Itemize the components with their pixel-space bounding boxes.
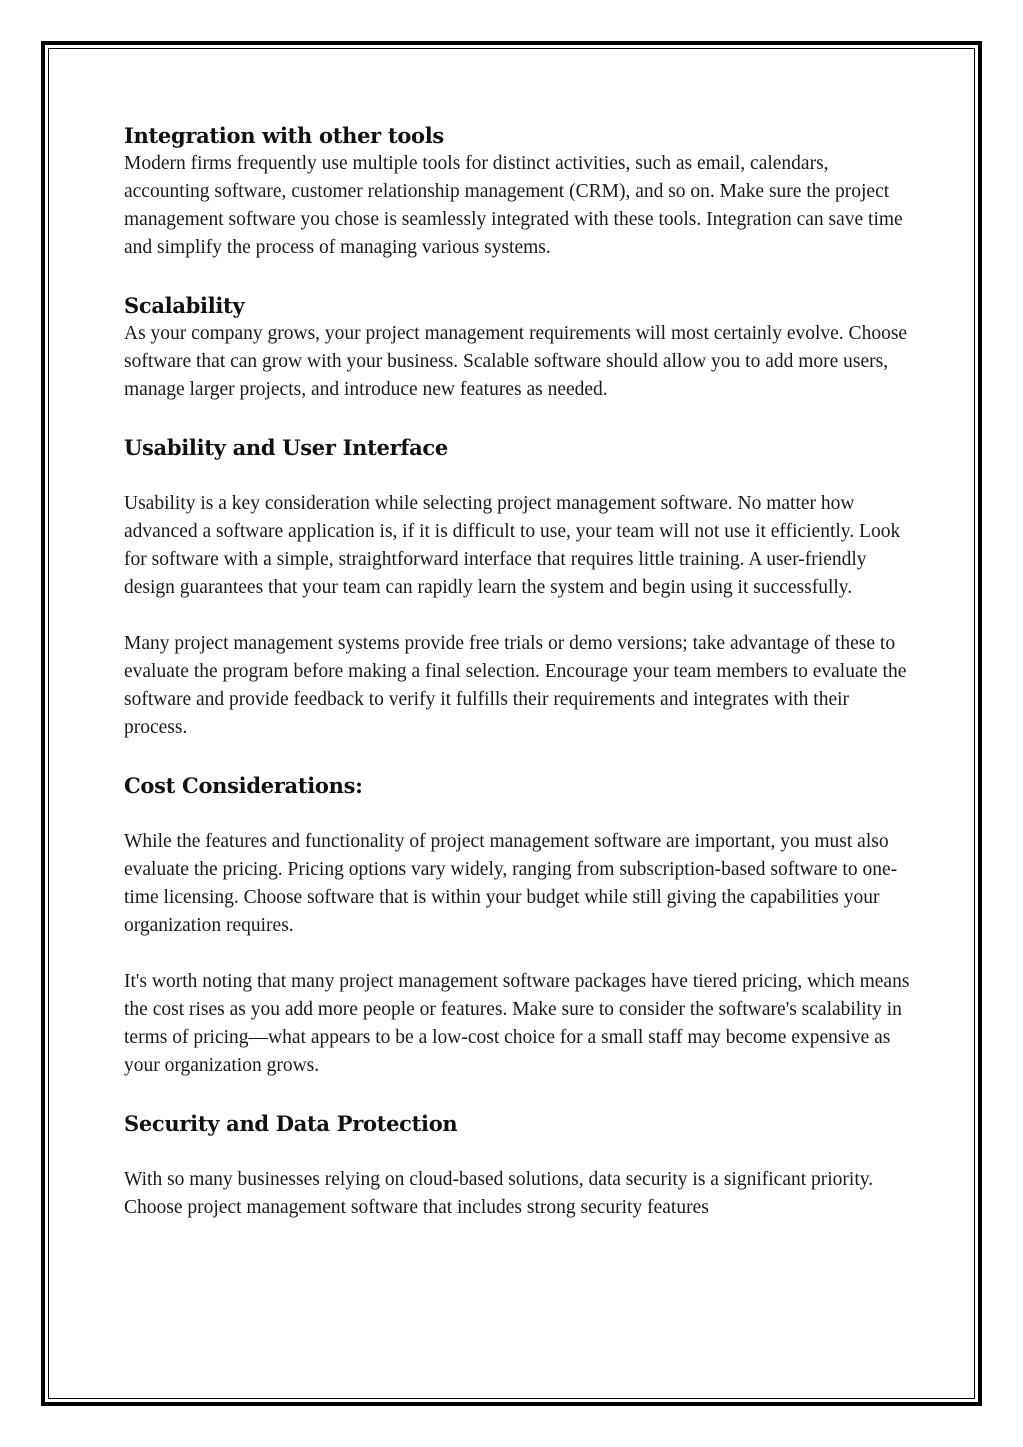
section-paragraph-cost-2: It's worth noting that many project management software packages have tiered pricing, which means the cost rises as you add more people or features. Make sure to consider the software's scalability in terms of pricing—what appears to be a low-cost choice for a small staff may become expensive as your organization grows. [124, 971, 910, 1076]
section-paragraph-usability-1: Usability is a key consideration while selecting project management software. No matter how advanced a software application is, if it is difficult to use, your team will not use it efficiently. Look for software with a simple, straightforward interface that requires little training. A user-friendly design guarantees that your team can rapidly learn the system and begin using it successfully. [124, 493, 901, 598]
section-paragraph-scalability: As your company grows, your project management requirements will most certainly evolve. Choose software that can grow with your business. Scalable software should allow you to add more users, manage larger projects, and introduce new features as needed. [124, 323, 908, 400]
section-heading-scalability: Scalability [124, 293, 245, 318]
section-heading-usability: Usability and User Interface [124, 435, 448, 460]
section-heading-cost: Cost Considerations: [124, 773, 363, 798]
section-heading-security: Security and Data Protection [124, 1111, 458, 1136]
section-paragraph-usability-2: Many project management systems provide free trials or demo versions; take advantage of these to evaluate the program before making a final selection. Encourage your team members to evaluate the software and provide feedback to verify it fulfills their requirements and integrates with their process. [124, 633, 907, 738]
section-heading-integration: Integration with other tools [124, 123, 444, 148]
section-paragraph-cost-1: While the features and functionality of project management software are important, you must also evaluate the pricing. Pricing options vary widely, ranging from subscription-based software to one-time licensing. Choose software that is within your budget while still giving the capabilities your organization requires. [124, 831, 898, 936]
section-paragraph-integration: Modern firms frequently use multiple tools for distinct activities, such as email, calendars, accounting software, customer relationship management (CRM), and so on. Make sure the project management software you chose is seamlessly integrated with these tools. Integration can save time and simplify the process of managing various systems. [124, 153, 903, 258]
document-body [124, 122, 914, 1222]
section-paragraph-security: With so many businesses relying on cloud-based solutions, data security is a significant priority. Choose project management software that includes strong security features [124, 1169, 874, 1218]
